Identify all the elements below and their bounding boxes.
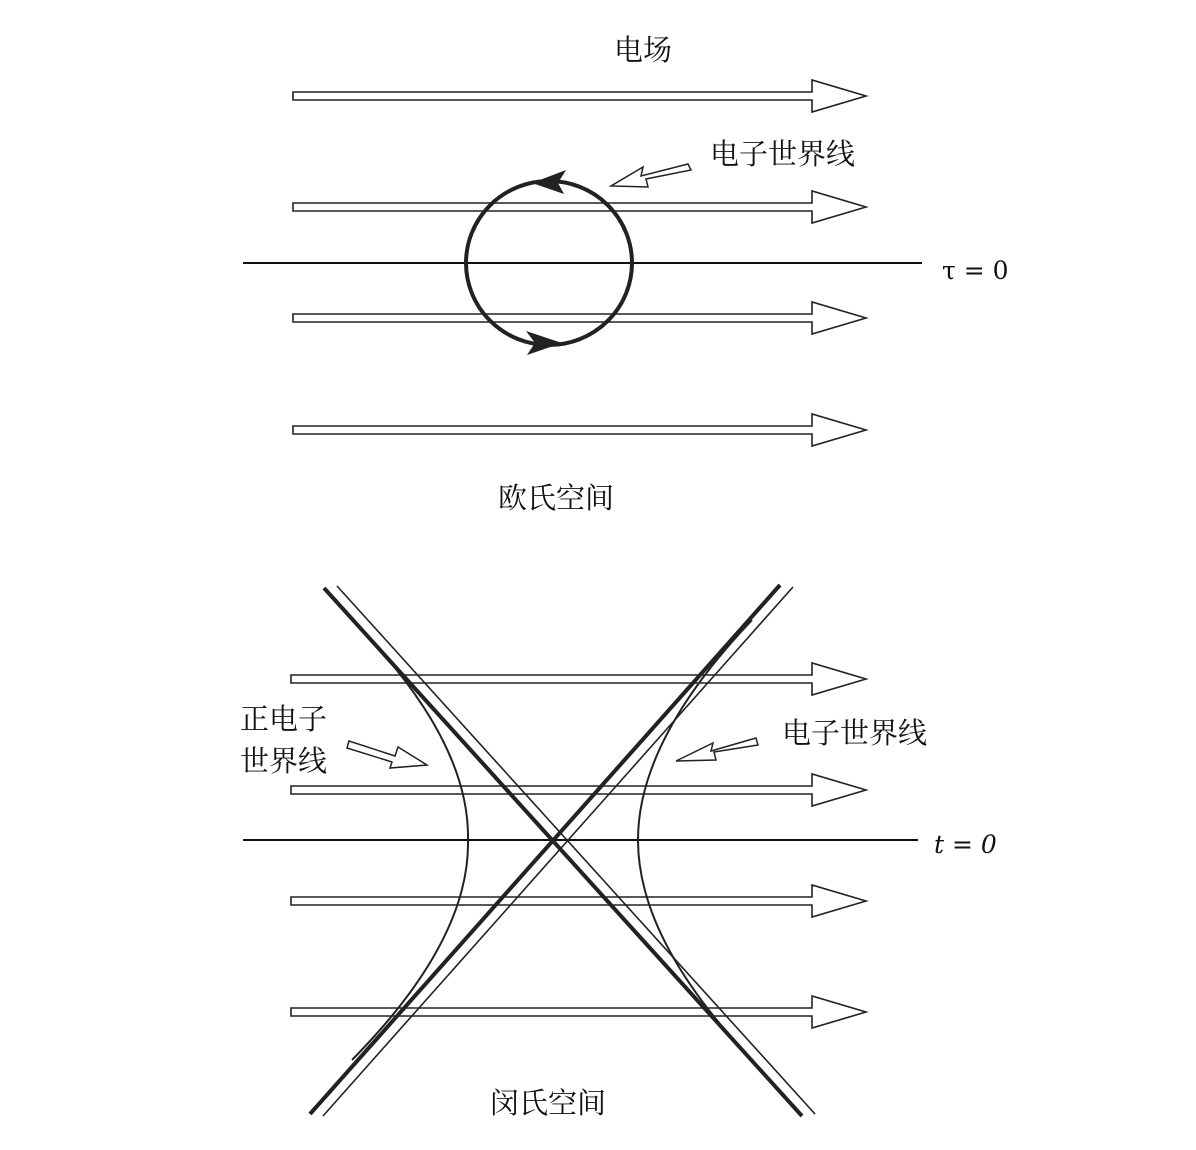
electron-pointer-arrow-minkowski: [676, 738, 758, 761]
minkowski-space-label: 闵氏空间: [489, 1086, 607, 1120]
field-arrow-1: [293, 80, 866, 112]
electric-field-label: 电场: [613, 33, 673, 67]
euclidean-panel: [243, 33, 1009, 515]
field-arrow-3: [293, 302, 866, 334]
positron-pointer-arrow: [347, 741, 427, 768]
minkowski-panel: [240, 585, 997, 1120]
positron-worldline-label-line2: 世界线: [240, 744, 328, 778]
electron-worldline-label: 电子世界线: [710, 137, 856, 171]
field-arrow-4: [293, 414, 866, 446]
t-zero-label: t = 0: [934, 830, 997, 859]
lightcone-line-ascending: [310, 585, 780, 1114]
field-arrow-8: [291, 996, 866, 1028]
positron-worldline-label-line1: 正电子: [240, 702, 328, 736]
lightcone-line-descending-thin: [337, 586, 815, 1114]
euclidean-space-label: 欧氏空间: [497, 481, 615, 515]
tau-zero-label: τ = 0: [942, 256, 1009, 285]
electron-pointer-arrow: [611, 164, 691, 187]
electron-worldline-label-minkowski: 电子世界线: [782, 716, 928, 750]
field-arrow-5: [291, 663, 866, 695]
field-arrow-6: [291, 774, 866, 806]
field-arrow-7: [291, 885, 866, 917]
field-arrow-2: [293, 191, 866, 223]
